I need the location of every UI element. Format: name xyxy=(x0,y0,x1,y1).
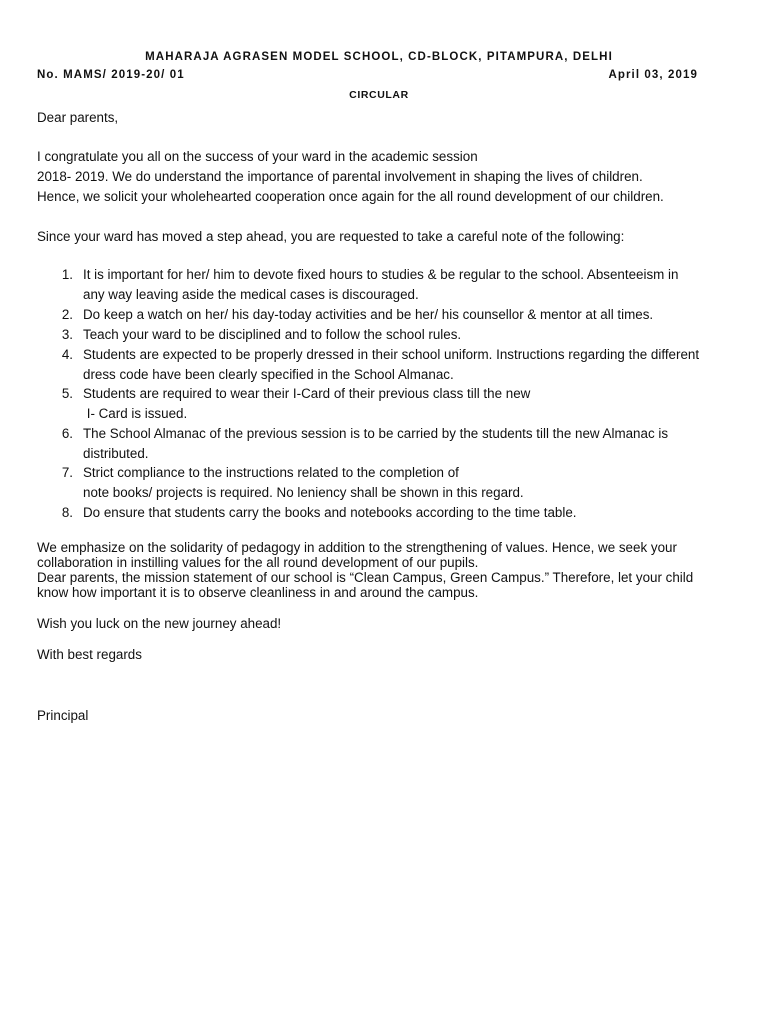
list-item-number: 5. xyxy=(61,386,73,401)
list-item-line: dress code have been clearly specified in the School Almanac. xyxy=(83,367,454,382)
list-item-line: Students are expected to be properly dressed in their school uniform. Instructions regarding the different xyxy=(83,347,700,362)
school-name-heading: MAHARAJA AGRASEN MODEL SCHOOL, CD-BLOCK, PITAMPURA, DELHI xyxy=(145,51,613,63)
reference-number: No. MAMS/ 2019-20/ 01 xyxy=(37,69,185,81)
salutation: Dear parents, xyxy=(37,110,119,125)
closing-line: collaboration in instilling values for the all round development of our pupils. xyxy=(37,555,479,570)
list-item-line: Teach your ward to be disciplined and to follow the school rules. xyxy=(83,327,462,342)
list-item-line: note books/ projects is required. No leniency shall be shown in this regard. xyxy=(83,485,524,500)
list-item-line: any way leaving aside the medical cases is discouraged. xyxy=(83,287,419,302)
intro-paragraph xyxy=(37,147,664,207)
list-item-line: Students are required to wear their I-Card of their previous class till the new xyxy=(83,386,531,401)
closing-paragraph xyxy=(37,540,693,600)
list-item-line: Do keep a watch on her/ his day-today activities and be her/ his counsellor & mentor at all times. xyxy=(83,307,654,322)
list-item-number: 6. xyxy=(61,426,73,441)
list-item-number: 4. xyxy=(61,347,73,362)
closing-line: know how important it is to observe cleanliness in and around the campus. xyxy=(37,585,479,600)
list-item-number: 8. xyxy=(61,505,73,520)
circular-date: April 03, 2019 xyxy=(608,69,698,81)
list-item-line: Strict compliance to the instructions related to the completion of xyxy=(83,465,459,480)
regards-line: With best regards xyxy=(37,647,142,662)
document-type-heading: CIRCULAR xyxy=(349,89,409,101)
lead-in-text: Since your ward has moved a step ahead, you are requested to take a careful note of the following: xyxy=(37,229,625,244)
list-item-line: distributed. xyxy=(83,446,149,461)
list-item-line: It is important for her/ him to devote fixed hours to studies & be regular to the school. Absenteeism in xyxy=(83,267,679,282)
intro-line: I congratulate you all on the success of your ward in the academic session xyxy=(37,149,478,164)
list-item-number: 3. xyxy=(61,327,73,342)
list-item-line: I- Card is issued. xyxy=(83,406,188,421)
signatory: Principal xyxy=(37,708,89,723)
wish-line: Wish you luck on the new journey ahead! xyxy=(37,616,282,631)
list-item-number: 7. xyxy=(61,465,73,480)
list-item-line: The School Almanac of the previous session is to be carried by the students till the new Almanac is xyxy=(83,426,669,441)
list-item-line: Do ensure that students carry the books and notebooks according to the time table. xyxy=(83,505,577,520)
intro-line: 2018- 2019. We do understand the importance of parental involvement in shaping the lives of children. xyxy=(37,169,643,184)
list-item-number: 1. xyxy=(61,267,73,282)
closing-line: Dear parents, the mission statement of our school is “Clean Campus, Green Campus.” Therefore, let your child xyxy=(37,570,694,585)
closing-line: We emphasize on the solidarity of pedagogy in addition to the strengthening of values. Hence, we seek your xyxy=(37,540,677,555)
intro-line: Hence, we solicit your wholehearted cooperation once again for the all round development of our children. xyxy=(37,189,664,204)
list-item-number: 2. xyxy=(61,307,73,322)
